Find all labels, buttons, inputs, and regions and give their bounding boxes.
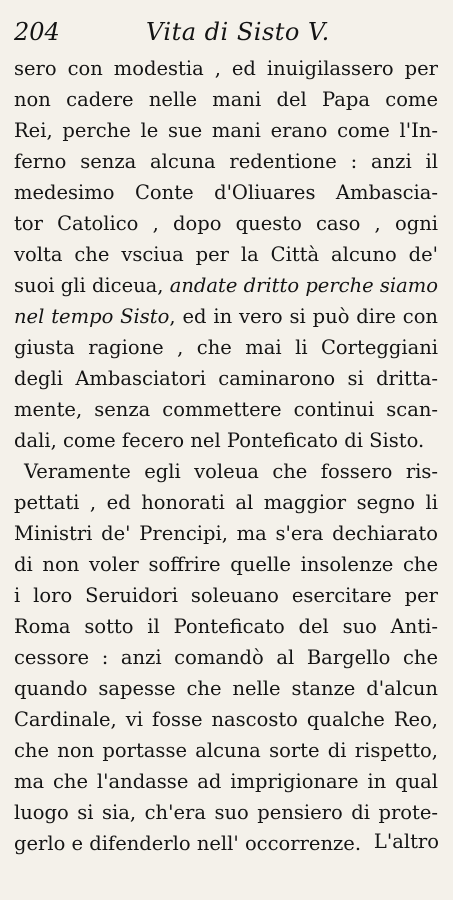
- text-line: sero con modestia , ed inuigilassero per: [14, 57, 438, 80]
- text-line: Ministri de' Prencipi, ma s'era dechiarato: [14, 522, 438, 545]
- text-span: suoi gli diceua,: [14, 274, 164, 297]
- italic-quote: andate dritto perche siamo: [169, 274, 438, 297]
- catchword: L'altro: [373, 830, 439, 853]
- text-line: ma che l'andasse ad imprigionare in qual: [14, 770, 438, 793]
- text-line: mente, senza commettere continui scan-: [14, 398, 438, 421]
- text-line-mixed: [14, 270, 438, 301]
- text-line: degli Ambasciatori caminarono si dritta-: [14, 367, 438, 390]
- text-line: pettati , ed honorati al maggior segno li: [14, 491, 438, 514]
- text-line: Rei, perche le sue mani erano come l'In-: [14, 119, 438, 142]
- body-text: [14, 53, 438, 859]
- text-line: tor Catolico , dopo questo caso , ogni: [14, 212, 438, 235]
- italic-quote: nel tempo Sisto: [14, 305, 170, 328]
- text-line: Cardinale, vi fosse nascosto qualche Reo,: [14, 708, 438, 731]
- page-number: 204: [14, 18, 60, 46]
- text-line: quando sapesse che nelle stanze d'alcun: [14, 677, 438, 700]
- text-line: gerlo e difenderlo nell' occorrenze.: [14, 832, 362, 855]
- text-line: cessore : anzi comandò al Bargello che: [14, 646, 438, 669]
- text-line-mixed: [14, 301, 438, 332]
- text-line: che non portasse alcuna sorte di rispetto,: [14, 739, 438, 762]
- text-line: luogo si sia, ch'era suo pensiero di prote-: [14, 801, 438, 824]
- text-line: giusta ragione , che mai li Corteggiani: [14, 336, 438, 359]
- text-line: volta che vsciua per la Città alcuno de': [14, 243, 438, 266]
- text-span: ,: [169, 305, 183, 328]
- text-line: medesimo Conte d'Oliuares Ambascia-: [14, 181, 438, 204]
- text-span: ed in vero si può dire con: [182, 305, 438, 328]
- page-header: [14, 18, 439, 48]
- text-line: Roma sotto il Ponteficato del suo Anti-: [14, 615, 438, 638]
- text-line: di non voler soffrire quelle insolenze che: [14, 553, 438, 576]
- text-line: dali, come fecero nel Ponteficato di Sisto.: [14, 429, 425, 452]
- text-line: Veramente egli voleua che fossero ris-: [24, 460, 438, 483]
- text-line: non cadere nelle mani del Papa come: [14, 88, 438, 111]
- text-line: ferno senza alcuna redentione : anzi il: [14, 150, 438, 173]
- text-line: i loro Seruidori soleuano esercitare per: [14, 584, 438, 607]
- running-title: Vita di Sisto V.: [146, 18, 330, 46]
